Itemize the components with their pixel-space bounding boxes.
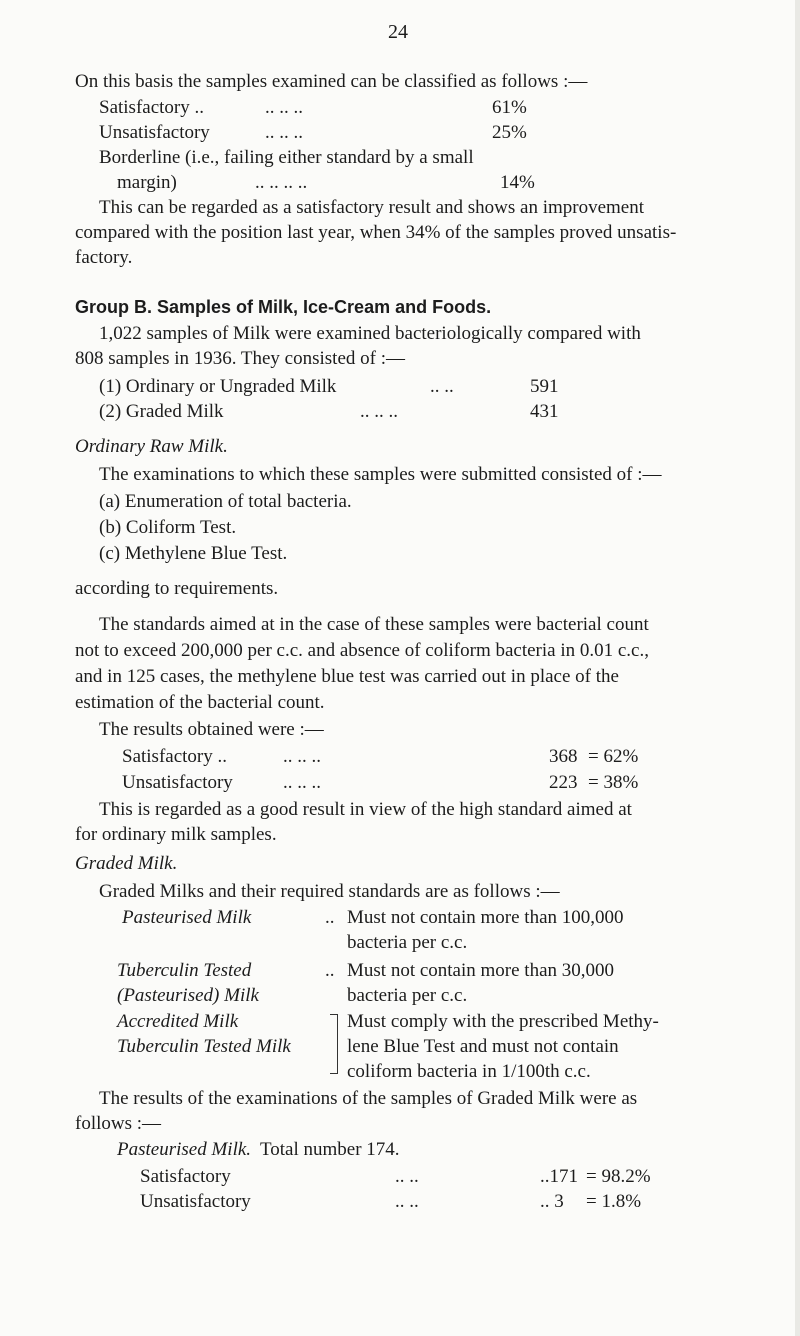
- pasteurised-unsatisfactory-count: .. 3: [540, 1191, 564, 1212]
- standard-dots: ..: [325, 960, 335, 981]
- raw-milk-standards-line: The standards aimed at in the case of these samples were bacterial count: [99, 614, 649, 635]
- raw-milk-test: (c) Methylene Blue Test.: [99, 543, 288, 564]
- standard-requirement: bacteria per c.c.: [347, 985, 468, 1006]
- raw-milk-results-intro: The results obtained were :—: [99, 719, 324, 740]
- class-satisfactory-dots: .. .. ..: [265, 97, 303, 118]
- standard-name: Accredited Milk: [117, 1011, 239, 1032]
- group-b-para-line: 1,022 samples of Milk were examined bacteriologically compared with: [99, 323, 641, 344]
- graded-milk-label: (2) Graded Milk: [99, 401, 224, 422]
- standard-requirement: Must not contain more than 30,000: [347, 960, 615, 981]
- class-borderline-value: 14%: [500, 172, 535, 193]
- raw-satisfactory-pct: = 62%: [588, 746, 639, 767]
- raw-milk-standards-line: not to exceed 200,000 per c.c. and absence of coliform bacteria in 0.01 c.c.,: [75, 640, 649, 661]
- raw-milk-conclusion-line: for ordinary milk samples.: [75, 824, 277, 845]
- intro-para-line: compared with the position last year, when 34% of the samples proved unsatis-: [75, 222, 677, 243]
- group-b-heading: Group B. Samples of Milk, Ice-Cream and Foods.: [75, 297, 492, 317]
- standard-name: Pasteurised Milk: [122, 907, 252, 928]
- class-unsatisfactory-value: 25%: [492, 122, 527, 143]
- raw-satisfactory-dots: .. .. ..: [283, 746, 321, 767]
- class-unsatisfactory-dots: .. .. ..: [265, 122, 303, 143]
- raw-unsatisfactory-count: 223: [549, 772, 578, 793]
- standard-requirement: Must comply with the prescribed Methy-: [347, 1011, 659, 1032]
- raw-milk-conclusion-line: This is regarded as a good result in view of the high standard aimed at: [99, 799, 632, 820]
- group-b-para-line: 808 samples in 1936. They consisted of :—: [75, 348, 406, 369]
- raw-satisfactory-label: Satisfactory ..: [122, 746, 228, 767]
- raw-milk-test: (a) Enumeration of total bacteria.: [99, 491, 352, 512]
- raw-milk-test: (b) Coliform Test.: [99, 517, 237, 538]
- pasteurised-unsatisfactory-pct: = 1.8%: [586, 1191, 642, 1212]
- standard-requirement: Must not contain more than 100,000: [347, 907, 624, 928]
- raw-unsatisfactory-dots: .. .. ..: [283, 772, 321, 793]
- intro-line: On this basis the samples examined can be classified as follows :—: [75, 71, 588, 92]
- graded-milk-count: 431: [530, 401, 559, 422]
- standard-requirement: lene Blue Test and must not contain: [347, 1036, 619, 1057]
- ordinary-milk-count: 591: [530, 376, 559, 397]
- raw-milk-according: according to requirements.: [75, 578, 279, 599]
- standard-name: (Pasteurised) Milk: [117, 985, 259, 1006]
- ordinary-milk-dots: .. ..: [430, 376, 454, 397]
- graded-results-intro-line: follows :—: [75, 1113, 162, 1134]
- pasteurised-heading: Pasteurised Milk.: [117, 1139, 252, 1160]
- class-borderline-label-cont: margin): [117, 172, 177, 193]
- class-borderline-label: Borderline (i.e., failing either standard by a small: [99, 147, 474, 168]
- class-satisfactory-label: Satisfactory ..: [99, 97, 205, 118]
- standard-requirement: coliform bacteria in 1/100th c.c.: [347, 1061, 591, 1082]
- intro-para-line: This can be regarded as a satisfactory result and shows an improvement: [99, 197, 645, 218]
- pasteurised-unsatisfactory-label: Unsatisfactory: [140, 1191, 251, 1212]
- raw-milk-standards-line: and in 125 cases, the methylene blue test was carried out in place of the: [75, 666, 619, 687]
- pasteurised-satisfactory-pct: = 98.2%: [586, 1166, 651, 1187]
- raw-unsatisfactory-label: Unsatisfactory: [122, 772, 233, 793]
- pasteurised-unsatisfactory-dots: .. ..: [395, 1191, 419, 1212]
- pasteurised-satisfactory-count: ..171: [540, 1166, 578, 1187]
- intro-para-line: factory.: [75, 247, 133, 268]
- raw-unsatisfactory-pct: = 38%: [588, 772, 639, 793]
- class-unsatisfactory-label: Unsatisfactory: [99, 122, 210, 143]
- standard-name: Tuberculin Tested Milk: [117, 1036, 291, 1057]
- pasteurised-satisfactory-label: Satisfactory: [140, 1166, 231, 1187]
- graded-milk-intro: Graded Milks and their required standards are as follows :—: [99, 881, 560, 902]
- pasteurised-satisfactory-dots: .. ..: [395, 1166, 419, 1187]
- raw-milk-heading: Ordinary Raw Milk.: [75, 436, 228, 457]
- page-number: 24: [388, 21, 408, 43]
- grouping-brace: [330, 1014, 338, 1074]
- graded-results-intro-line: The results of the examinations of the samples of Graded Milk were as: [99, 1088, 638, 1109]
- raw-milk-standards-line: estimation of the bacterial count.: [75, 692, 325, 713]
- class-satisfactory-value: 61%: [492, 97, 527, 118]
- class-borderline-dots: .. .. .. ..: [255, 172, 308, 193]
- graded-milk-dots: .. .. ..: [360, 401, 398, 422]
- raw-milk-intro: The examinations to which these samples were submitted consisted of :—: [99, 464, 662, 485]
- standard-requirement: bacteria per c.c.: [347, 932, 468, 953]
- graded-milk-heading: Graded Milk.: [75, 853, 178, 874]
- standard-name: Tuberculin Tested: [117, 960, 252, 981]
- ordinary-milk-label: (1) Ordinary or Ungraded Milk: [99, 376, 337, 397]
- raw-satisfactory-count: 368: [549, 746, 578, 767]
- standard-dots: ..: [325, 907, 335, 928]
- pasteurised-total: Total number 174.: [260, 1139, 400, 1160]
- page-edge: [795, 0, 800, 1336]
